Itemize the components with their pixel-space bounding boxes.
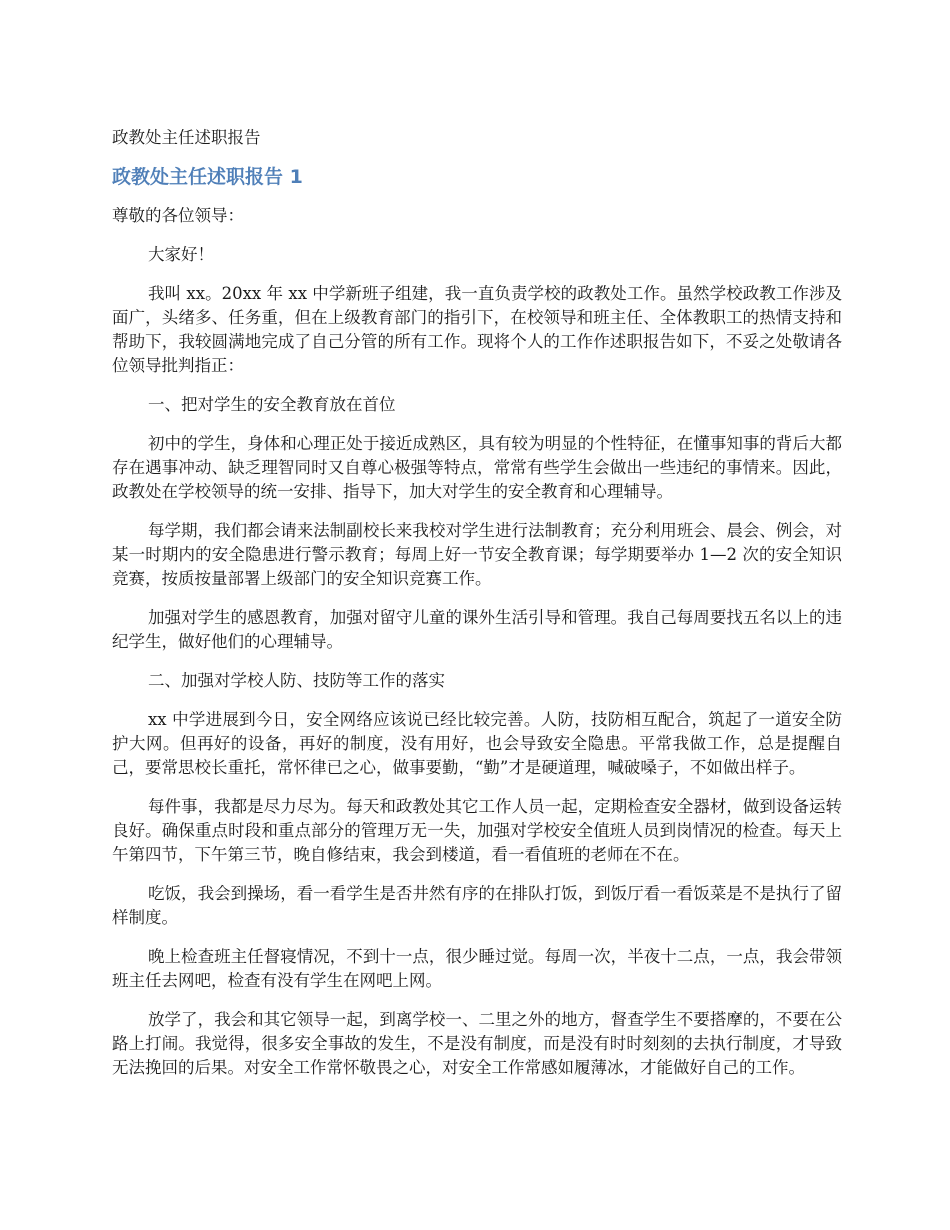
document-body: [112, 204, 842, 1095]
paragraph: 吃饭，我会到操场，看一看学生是否井然有序的在排队打饭，到饭厅看一看饭菜是不是执行了留样制度。: [112, 884, 842, 927]
paragraph: 放学了，我会和其它领导一起，到离学校一、二里之外的地方，督查学生不要搭摩的，不要在公路上打闹。我觉得，很多安全事故的发生，不是没有制度，而是没有时时刻刻的去执行制度，才导致无法挽回的后果。对安全工作常怀敬畏之心，对安全工作常感如履薄冰，才能做好自己的工作。: [112, 1010, 842, 1077]
document-title: 政教处主任述职报告: [112, 128, 261, 147]
paragraph: xx 中学进展到今日，安全网络应该说已经比较完善。人防，技防相互配合，筑起了一道安全防护大网。但再好的设备，再好的制度，没有用好，也会导致安全隐患。平常我做工作，总是提醒自己，要常思校长重托，常怀律已之心，做事要勤，“勤”才是硬道理，喊破嗓子，不如做出样子。: [112, 710, 842, 777]
paragraph: 每学期，我们都会请来法制副校长来我校对学生进行法制教育；充分利用班会、晨会、例会，对某一时期内的安全隐患进行警示教育；每周上好一节安全教育课；每学期要举办 1—2 次的安全知识竞赛，按质按量部署上级部门的安全知识竞赛工作。: [112, 521, 842, 588]
paragraph-greeting: 大家好！: [148, 245, 214, 264]
paragraph: 每件事，我都是尽力尽为。每天和政教处其它工作人员一起，定期检查安全器材，做到设备运转良好。确保重点时段和重点部分的管理万无一失，加强对学校安全值班人员到岗情况的检查。每天上午第四节，下午第三节，晚自修结束，我会到楼道，看一看值班的老师在不在。: [112, 797, 842, 864]
section-heading: 政教处主任述职报告 1: [112, 166, 303, 188]
paragraph: 初中的学生，身体和心理正处于接近成熟区，具有较为明显的个性特征，在懂事知事的背后大都存在遇事冲动、缺乏理智同时又自尊心极强等特点，常常有些学生会做出一些违纪的事情来。因此，政教处在学校领导的统一安排、指导下，加大对学生的安全教育和心理辅导。: [112, 434, 842, 501]
paragraph-intro: 我叫 xx。20xx 年 xx 中学新班子组建，我一直负责学校的政教处工作。虽然学校政教工作涉及面广，头绪多、任务重，但在上级教育部门的指引下，在校领导和班主任、全体教职工的热情支持和帮助下，我较圆满地完成了自己分管的所有工作。现将个人的工作作述职报告如下，不妥之处敬请各位领导批判指正：: [112, 284, 842, 375]
paragraph: 晚上检查班主任督寝情况，不到十一点，很少睡过觉。每周一次，半夜十二点，一点，我会带领班主任去网吧，检查有没有学生在网吧上网。: [112, 947, 842, 990]
section-title-1: 一、把对学生的安全教育放在首位: [148, 395, 396, 414]
paragraph: 加强对学生的感恩教育，加强对留守儿童的课外生活引导和管理。我自己每周要找五名以上的违纪学生，做好他们的心理辅导。: [112, 608, 842, 651]
salutation: 尊敬的各位领导：: [112, 206, 244, 225]
section-title-2: 二、加强对学校人防、技防等工作的落实: [148, 671, 445, 690]
